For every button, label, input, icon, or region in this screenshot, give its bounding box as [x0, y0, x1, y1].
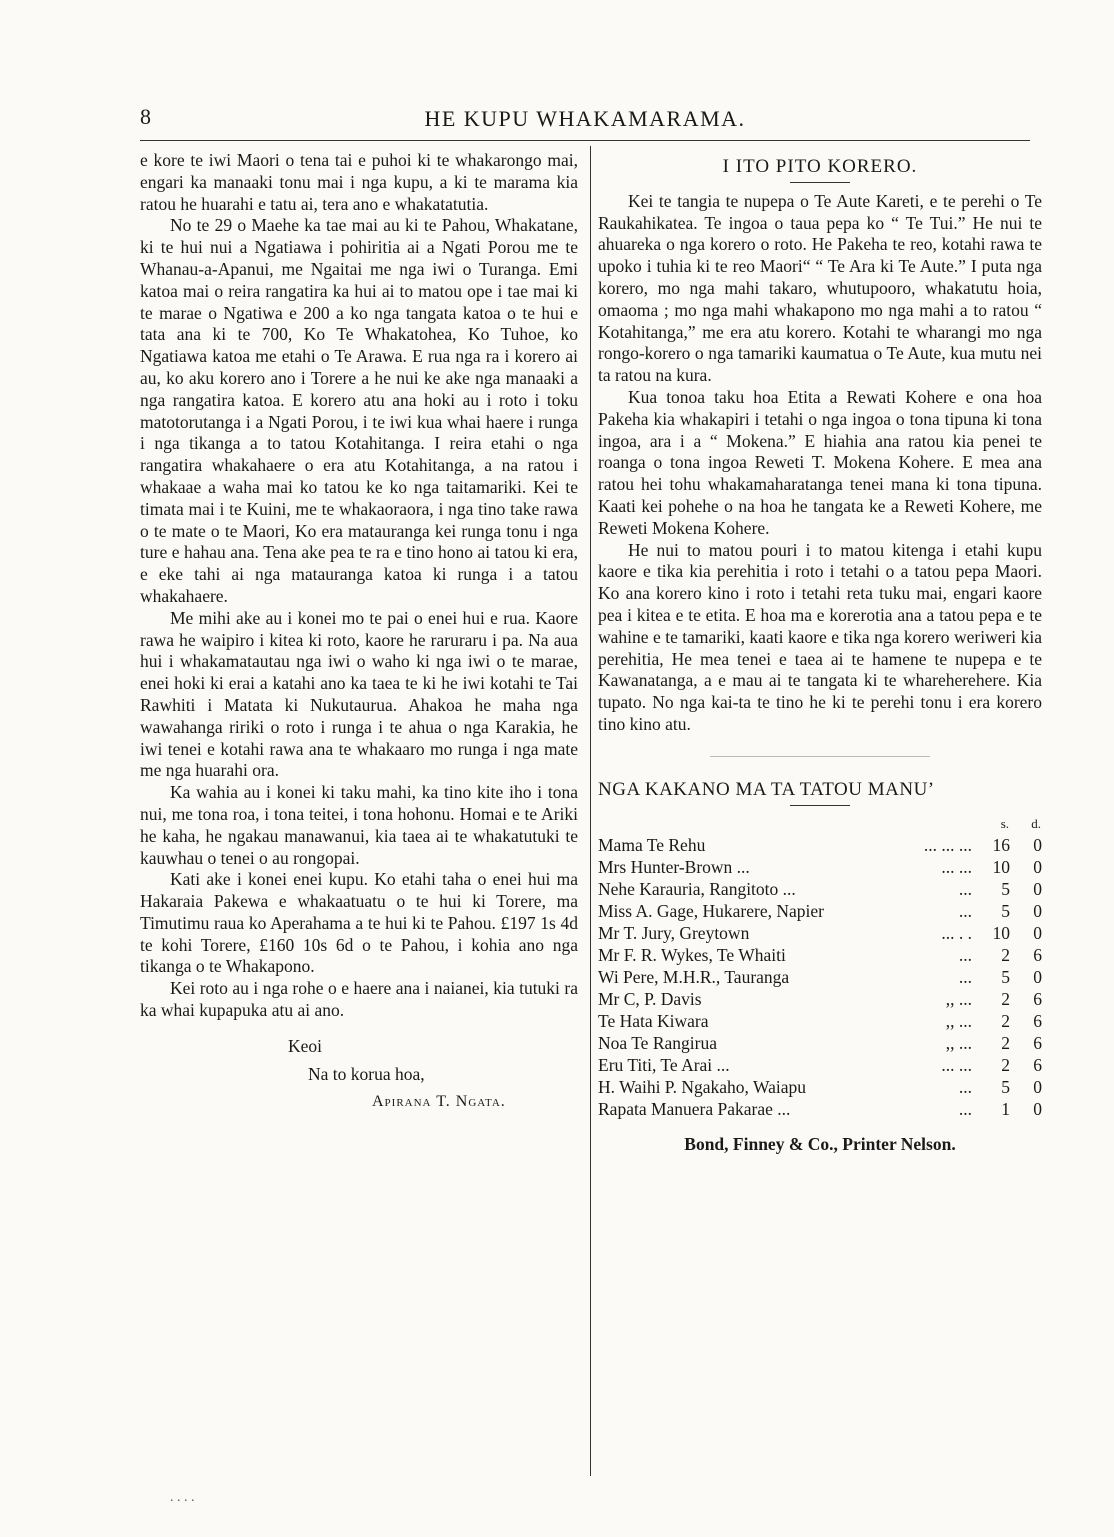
leader-dots: ...	[958, 878, 972, 899]
table-row	[598, 878, 1042, 900]
subscriptions-body	[598, 834, 1042, 1120]
paragraph: e kore te iwi Maori o tena tai e puhoi ki te whakarongo mai, engari ka manaaki tonu mai i nga kupu, a ki te marama kia ratou he huarahi e tatu ai, tera ano e whakatatutia.	[140, 150, 578, 214]
pence-value: 6	[1033, 1054, 1042, 1075]
pence-value: 0	[1033, 966, 1042, 987]
subscriber-name: Rapata Manuera Pakarae ...	[598, 1098, 791, 1119]
subscriber-name: Noa Te Rangirua	[598, 1032, 717, 1053]
table-row	[598, 1010, 1042, 1032]
subscriber-name: Mama Te Rehu	[598, 834, 706, 855]
valediction: Na to korua hoa,	[308, 1063, 425, 1084]
leader-dots: ...	[958, 966, 972, 987]
subscriber-name: Nehe Karauria, Rangitoto ...	[598, 878, 796, 899]
table-row	[598, 856, 1042, 878]
section-title-subscriptions: NGA KAKANO MA TA TATOU MANU’	[598, 778, 935, 800]
shillings-value: 16	[992, 834, 1010, 855]
table-row	[598, 1054, 1042, 1076]
shillings-value: 10	[992, 922, 1010, 943]
leader-dots: ... . .	[941, 922, 972, 943]
left-column	[140, 150, 578, 1116]
shillings-value: 10	[992, 856, 1010, 877]
shillings-value: 1	[1001, 1098, 1010, 1119]
pence-value: 0	[1033, 834, 1042, 855]
pence-value: 0	[1033, 878, 1042, 899]
pence-value: 0	[1033, 1098, 1042, 1119]
page-number: 8	[140, 104, 151, 129]
paragraph: Kei roto au i nga rohe o e haere ana i naianei, kia tutuki ra ka whai kupapuka atu ai ano.	[140, 978, 578, 1021]
footer-dots: . . . .	[170, 1490, 195, 1505]
closing: Keoi	[288, 1035, 323, 1056]
pence-value: 6	[1033, 1010, 1042, 1031]
subscriptions-table	[598, 814, 1042, 1120]
table-row	[598, 944, 1042, 966]
header-spacer	[905, 814, 978, 834]
header-spacer	[598, 814, 905, 834]
column-divider	[590, 146, 591, 1476]
subscriber-name: Mr C, P. Davis	[598, 988, 702, 1009]
signature: Apirana T. Ngata.	[372, 1092, 506, 1110]
right-column	[598, 150, 1042, 1155]
leader-dots: ...	[958, 900, 972, 921]
section-separator	[710, 756, 930, 757]
subscriber-name: Mr T. Jury, Greytown	[598, 922, 750, 943]
section-title-news: I ITO PITO KORERO.	[722, 156, 918, 177]
leader-dots: ... ...	[941, 1054, 972, 1075]
table-row	[598, 1098, 1042, 1120]
leader-dots: ...	[958, 1098, 972, 1119]
paragraph: Kei te tangia te nupepa o Te Aute Kareti, e te perehi o Te Raukahikatea. Te ingoa o taua pepa ko “ Te Tui.” He nui te ahuareka o nga korero o roto. He Pakeha te reo, kotahi rawa te upoko i tuhia ki te reo Maori“ “ Te Ara ki Te Aute.” I puta nga korero, mo nga mahi takaro, whutupooro, whakatutu hoia, omaoma ; mo nga mahi whakapono mo nga mahi a to ratou “ Kotahitanga,” me era atu korero. Kotahi te wharangi mo nga rongo-korero o nga tamariki kaumatua o Te Aute, kua mutu nei ta ratou na kura.	[598, 190, 1042, 386]
shillings-value: 5	[1001, 878, 1010, 899]
printer-imprint: Bond, Finney & Co., Printer Nelson.	[684, 1133, 956, 1154]
subscriber-name: Te Hata Kiwara	[598, 1010, 709, 1031]
pence-value: 6	[1033, 944, 1042, 965]
leader-dots: ,, ...	[945, 988, 972, 1009]
subscriber-name: H. Waihi P. Ngakaho, Waiapu	[598, 1076, 806, 1097]
pence-header: d.	[1031, 815, 1041, 831]
paragraph: Ka wahia au i konei ki taku mahi, ka tino kite iho i tona nui, me tona roa, i tona teitei, i tona hohonu. Homai e te Ariki he kaha, he ngakau manawanui, kia taea ai te whakatutuki te kauwhau o tenei o au rongopai.	[140, 782, 578, 868]
paragraph: Me mihi ake au i konei mo te pai o enei hui e rua. Kaore rawa he waipiro i kitea ki roto, kaore he raruraru i pa. Na aua hui i whakamatautau nga iwi o waho ki nga iwi o te marae, enei hoki ki erai a katahi ano ka taea te ki he iwi kotahi te Tai Rawhiti i Matata ki Nukutaurua. Ahakoa he maha nga wawahanga ririki o roto i runga i te ahua o nga Karakia, he iwi tenei e kotahi rawa ana te whakaaro mo runga i nga mate me nga huarahi ora.	[140, 607, 578, 781]
shillings-value: 2	[1001, 1032, 1010, 1053]
paragraph: Kua tonoa taku hoa Etita a Rewati Kohere e ona hoa Pakeha kia whakapiri i tetahi o nga ingoa o tona tipuna ki tona ingoa, ara i a “ Mokena.” E hiahia ana ratou kia penei te roanga o tona ingoa Reweti T. Mokena Kohere. E mea ana ratou hei tohu whakamaharatanga tenei mana ki tona tipuna. Kaati kei pohehe o na hoa he tangata ke a Reweti Kohere, me Reweti Mokena Kohere.	[598, 386, 1042, 538]
table-row	[598, 966, 1042, 988]
leader-dots: ,, ...	[945, 1032, 972, 1053]
table-row	[598, 834, 1042, 856]
table-row	[598, 1076, 1042, 1098]
leader-dots: ...	[958, 1076, 972, 1097]
pence-value: 6	[1033, 1032, 1042, 1053]
pence-value: 0	[1033, 900, 1042, 921]
subscriber-name: Mr F. R. Wykes, Te Whaiti	[598, 944, 786, 965]
pence-value: 6	[1033, 988, 1042, 1009]
leader-dots: ...	[958, 944, 972, 965]
subscriber-name: Mrs Hunter-Brown ...	[598, 856, 750, 877]
leader-dots: ,, ...	[945, 1010, 972, 1031]
leader-dots: ... ... ...	[923, 834, 972, 855]
title-rule	[790, 182, 850, 183]
table-row	[598, 988, 1042, 1010]
table-row	[598, 922, 1042, 944]
title-rule	[790, 805, 850, 806]
subscriber-name: Eru Titi, Te Arai ...	[598, 1054, 730, 1075]
shillings-value: 2	[1001, 988, 1010, 1009]
shillings-value: 5	[1001, 966, 1010, 987]
shillings-value: 5	[1001, 1076, 1010, 1097]
paragraph: No te 29 o Maehe ka tae mai au ki te Pahou, Whakatane, ki te hui nui a Ngatiawa i pohiritia ai a Ngati Porou me te Whanau-a-Apanui, me Ngaitai me nga iwi o Turanga. Emi katoa mai o reira rangatira ka hui ai to matou ope i tae mai ki te marae o Ngatiwa e 200 a ko nga tangata katoa o te hui e tata ana ki te 700, Ko Te Whakatohea, Ko Tuhoe, ko Ngatiawa katoa me etahi o Te Arawa. E rua nga ra i korero ai au, ko aku korero ano i Torere a he nui ke ake nga manaaki a nga rangatira katoa. E korero atu ana hoki au i roto i toku matotorutanga i a Ngati Porou, i te iwi kua whai haere i runga i nga tikanga a to tatou Kotahitanga. I reira etahi o nga rangatira whakahaere o era atu Kotahitanga, a na ratou i whakaae a waha mai ko tatou ke ko nga taitamariki. Kei te timata mai i te Kuini, me te whakaoraora, i nga tino take rawa o te mate o te Maori, Ko era matauranga kei runga tonu i nga ture e hahau ana. Tena ake pea te ra e tino hono ai tatou ki era, e eke tahi ai nga matauranga katoa ki runga i a tatou whakahaere.	[140, 215, 578, 606]
shillings-value: 2	[1001, 1054, 1010, 1075]
running-title: HE KUPU WHAKAMARAMA.	[424, 106, 746, 131]
page-header	[140, 100, 1030, 136]
table-row	[598, 1032, 1042, 1054]
pence-value: 0	[1033, 1076, 1042, 1097]
table-header-row	[598, 814, 1042, 834]
pence-value: 0	[1033, 856, 1042, 877]
paragraph: He nui to matou pouri i to matou kitenga i etahi kupu kaore e tika kia perehitia i roto i tetahi o a tatou pepa Maori. Ko ana korero kino i roto i tetahi reta tuku mai, engari kaore pea i kitea e te etita. E hoa ma e korerotia ana a tatou pepa e te wahine e te tamariki, kaati kaore e tika nga korero weriweri kia perehitia, He mea tenei e taea ai te hamene te nupepa e te Kawanatanga, a e mau ai te tangata ki te whareherehere. Kia tupato. No nga kai-ta te tino he ki te perehi tonu i era korero tino kino atu.	[598, 539, 1042, 734]
shillings-value: 5	[1001, 900, 1010, 921]
subscriber-name: Wi Pere, M.H.R., Tauranga	[598, 966, 790, 987]
table-row	[598, 900, 1042, 922]
leader-dots: ... ...	[941, 856, 972, 877]
header-rule	[140, 140, 1030, 141]
signoff	[140, 1032, 578, 1116]
shillings-value: 2	[1001, 944, 1010, 965]
paragraph: Kati ake i konei enei kupu. Ko etahi taha o enei hui ma Hakaraia Pakewa e whakaatuatu o te hui ki Torere, ma Timutimu raua ko Aperahama a te hui ki te Pahou. £197 1s 4d te kohi Torere, £160 10s 6d o te Pahou, i kohia ano nga tikanga o te Whakapono.	[140, 869, 578, 977]
shillings-header: s.	[1000, 815, 1009, 831]
pence-value: 0	[1033, 922, 1042, 943]
shillings-value: 2	[1001, 1010, 1010, 1031]
subscriber-name: Miss A. Gage, Hukarere, Napier	[598, 900, 824, 921]
